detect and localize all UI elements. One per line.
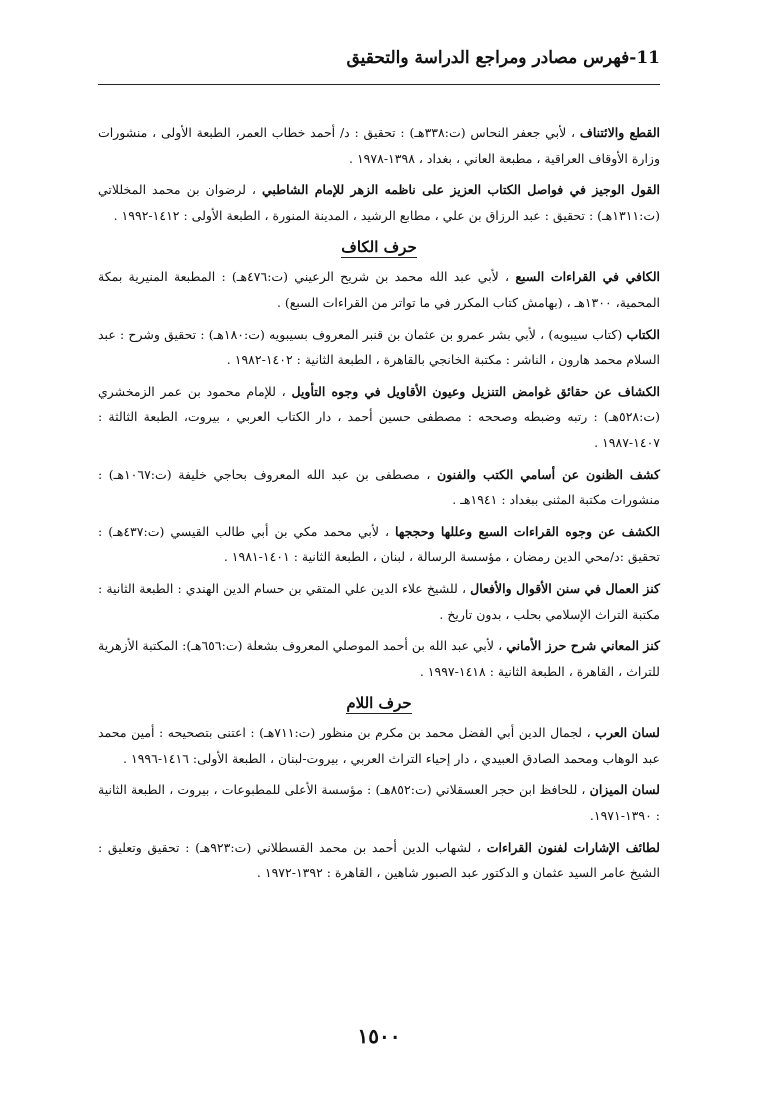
entry-details: ، لأبي عبد الله بن أحمد الموصلي المعروف بشعلة (ت:٦٥٦هـ): المكتبة الأزهرية للتراث ، القاهرة ، الطبعة الثانية : ١٤١٨-١٩٩٧ . — [98, 638, 660, 679]
entry-details: ، لشهاب الدين أحمد بن محمد القسطلاني (ت:٩٢٣هـ) : تحقيق وتعليق : الشيخ عامر السيد عثمان و الدكتور عبد الصبور شاهين ، القاهرة : ١٣٩٢-١٩٧٢ . — [98, 839, 660, 881]
entry-details: ، لجمال الدين أبي الفضل محمد بن مكرم بن منظور (ت:٧١١هـ) : اعتنى بتصحيحه : أمين محمد عبد الوهاب ومحمد الصادق العبيدي ، دار إحياء التراث العربي ، بيروت-لبنان ، الطبعة الأولى: ١٤١٦-١٩٩٦ . — [98, 725, 660, 766]
bibliography-entry — [98, 576, 660, 627]
entry-details: ، لرضوان بن محمد المخللاتي (ت:١٣١١هـ) : تحقيق : عبد الرزاق بن علي ، مطابع الرشيد ، المدينة المنورة ، الطبعة الأولى : ١٤١٢-١٩٩٢ . — [98, 182, 660, 223]
bibliography-entry — [98, 177, 660, 228]
section-heading-lam-label: حرف اللام — [346, 694, 412, 713]
bibliography-entry — [98, 322, 660, 373]
entry-title: القول الوجيز في فواصل الكتاب العزيز على ناظمه الزهر للإمام الشاطبي — [261, 182, 660, 198]
running-head: 11-فهرس مصادر ومراجع الدراسة والتحقيق — [346, 48, 660, 68]
entry-details: ، لأبي عبد الله محمد بن شريح الرعيني (ت:٤٧٦هـ) : المطبعة المنيرية بمكة المحمية، ١٣٠٠هـ ، (بهامش كتاب المكرر في ما تواتر من القراءات السبع) . — [98, 269, 660, 310]
entry-details: (كتاب سيبويه) ، لأبي بشر عمرو بن عثمان بن قنبر المعروف بسيبويه (ت:١٨٠هـ) : تحقيق وشرح : عبد السلام محمد هارون ، الناشر : مكتبة الخانجي بالقاهرة ، الطبعة الثانية : ١٤٠٢-١٩٨٢ . — [98, 326, 660, 368]
entry-title: كنز العمال في سنن الأقوال والأفعال — [470, 580, 660, 596]
page-number: ١٥٠٠ — [357, 1024, 401, 1048]
entry-title: لطائف الإشارات لفنون القراءات — [486, 839, 660, 855]
entry-title: كشف الظنون عن أسامي الكتب والفنون — [437, 466, 660, 482]
entry-title: الكتاب — [626, 326, 660, 342]
entry-title: لسان العرب — [595, 725, 660, 741]
entry-title: الكشف عن وجوه القراءات السبع وعللها وحججها — [395, 523, 660, 539]
bibliography-content — [98, 120, 660, 892]
entry-title: الكشاف عن حقائق غوامض التنزيل وعيون الأقاويل في وجوه التأويل — [291, 383, 660, 399]
entry-title: القطع والائتناف — [579, 125, 660, 140]
entries-top-group — [98, 120, 660, 228]
bibliography-entry — [98, 633, 660, 684]
section-heading-kaf — [98, 234, 660, 260]
bibliography-entry — [98, 462, 660, 513]
bibliography-entry — [98, 264, 660, 315]
entry-title: لسان الميزان — [589, 782, 660, 798]
bibliography-entry — [98, 835, 660, 886]
entry-details: ، لأبي جعفر النحاس (ت:٣٣٨هـ) : تحقيق : د/ أحمد خطاب العمر، الطبعة الأولى ، منشورات وزارة الأوقاف العراقية ، مطبعة العاني ، بغداد ، ١٣٩٨-١٩٧٨ . — [98, 125, 660, 166]
section-heading-lam — [98, 690, 660, 716]
bibliography-entry — [98, 777, 660, 828]
entry-details: ، للشيخ علاء الدين علي المتقي بن حسام الدين الهندي : الطبعة الثانية : مكتبة التراث الإسلامي بحلب ، بدون تاريخ . — [98, 580, 660, 622]
entry-details: ، لأبي محمد مكي بن أبي طالب القيسي (ت:٤٣٧هـ) : تحقيق :د/محي الدين رمضان ، مؤسسة الرسالة ، لبنان ، الطبعة الثانية : ١٤٠١-١٩٨١ . — [98, 523, 660, 565]
entries-kaf-group — [98, 264, 660, 684]
entry-details: ، مصطفى بن عبد الله المعروف بحاجي خليفة (ت:١٠٦٧هـ) : منشورات مكتبة المثنى ببغداد : ١٩٤١هـ . — [98, 466, 660, 508]
entry-title: كنز المعاني شرح حرز الأماني — [506, 638, 660, 654]
header-rule — [98, 84, 660, 85]
entry-details: ، للإمام محمود بن عمر الزمخشري (ت:٥٢٨هـ) : رتبه وضبطه وصححه : مصطفى حسين أحمد ، دار الكتاب العربي ، بيروت، الطبعة الثالثة : ١٤٠٧-١٩٨٧ . — [98, 383, 660, 450]
bibliography-entry — [98, 519, 660, 570]
entry-details: ، للحافظ ابن حجر العسقلاني (ت:٨٥٢هـ) : مؤسسة الأعلى للمطبوعات ، بيروت ، الطبعة الثانية : ١٣٩٠-١٩٧١. — [98, 782, 660, 824]
entry-title: الكافي في القراءات السبع — [515, 269, 660, 285]
bibliography-entry — [98, 379, 660, 456]
entries-lam-group — [98, 720, 660, 886]
section-heading-kaf-label: حرف الكاف — [341, 238, 417, 257]
bibliography-entry — [98, 720, 660, 771]
bibliography-entry — [98, 120, 660, 171]
